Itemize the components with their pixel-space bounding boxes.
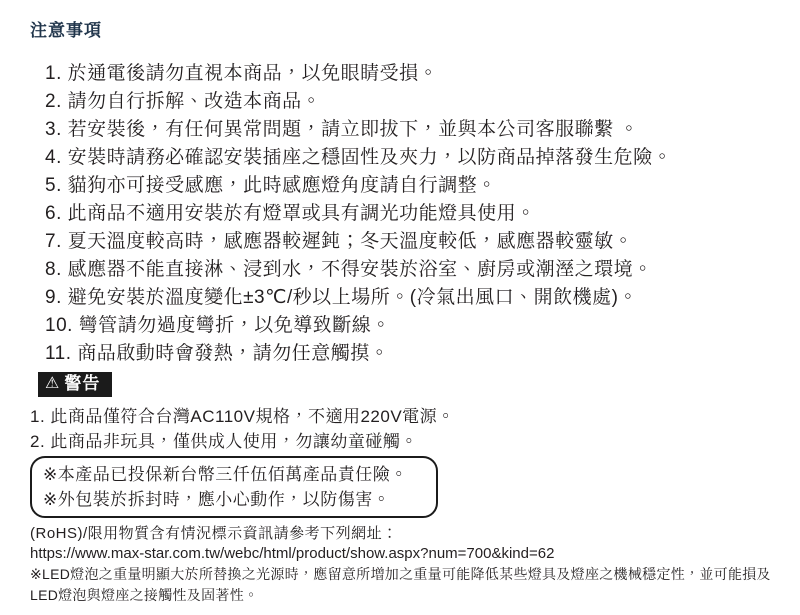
notice-item: 7. 夏天溫度較高時，感應器較遲鈍；冬天溫度較低，感應器較靈敏。 <box>45 231 634 252</box>
insurance-box <box>30 456 438 518</box>
notice-item: 11. 商品啟動時會發熱，請勿任意觸摸。 <box>45 343 390 364</box>
warning-badge <box>38 372 112 397</box>
warning-icon: ⚠ <box>45 375 61 392</box>
notice-item: 3. 若安裝後，有任何異常問題，請立即拔下，並與本公司客服聯繫 。 <box>45 119 639 140</box>
warning-item: 2. 此商品非玩具，僅供成人使用，勿讓幼童碰觸。 <box>30 432 418 451</box>
notice-item: 8. 感應器不能直接淋、浸到水，不得安裝於浴室、廚房或潮溼之環境。 <box>45 259 653 280</box>
rohs-note: (RoHS)/限用物質含有情況標示資訊請參考下列網址： <box>30 525 398 542</box>
notice-item: 9. 避免安裝於溫度變化±3℃/秒以上場所。(冷氣出風口、開飲機處)。 <box>45 287 638 308</box>
page-title: 注意事項 <box>30 21 102 40</box>
led-weight-note: ※LED燈泡之重量明顯大於所替換之光源時，應留意所增加之重量可能降低某些燈具及燈座之機械穩定性，並可能損及LED燈泡與燈座之接觸性及固著性。 <box>30 566 771 603</box>
notice-item: 5. 貓狗亦可接受感應，此時感應燈角度請自行調整。 <box>45 175 497 196</box>
notice-item: 6. 此商品不適用安裝於有燈罩或具有調光功能燈具使用。 <box>45 203 536 224</box>
warning-item: 1. 此商品僅符合台灣AC110V規格，不適用220V電源。 <box>30 407 455 426</box>
notice-item: 10. 彎管請勿過度彎折，以免導致斷線。 <box>45 315 391 336</box>
notice-item: 1. 於通電後請勿直視本商品，以免眼睛受損。 <box>45 63 439 84</box>
notice-item: 2. 請勿自行拆解、改造本商品。 <box>45 91 322 112</box>
warning-badge-label: 警告 <box>64 374 101 393</box>
notice-list <box>45 60 772 368</box>
footer-notes <box>30 524 772 606</box>
insurance-line: ※外包裝於拆封時，應小心動作，以防傷害。 <box>43 490 391 509</box>
notice-item: 4. 安裝時請務必確認安裝插座之穩固性及夾力，以防商品掉落發生危險。 <box>45 147 673 168</box>
product-url: https://www.max-star.com.tw/webc/html/product/show.aspx?num=700&kind=62 <box>30 545 555 562</box>
warning-list <box>30 404 772 454</box>
insurance-line: ※本產品已投保新台幣三仟伍佰萬產品責任險。 <box>43 465 408 484</box>
